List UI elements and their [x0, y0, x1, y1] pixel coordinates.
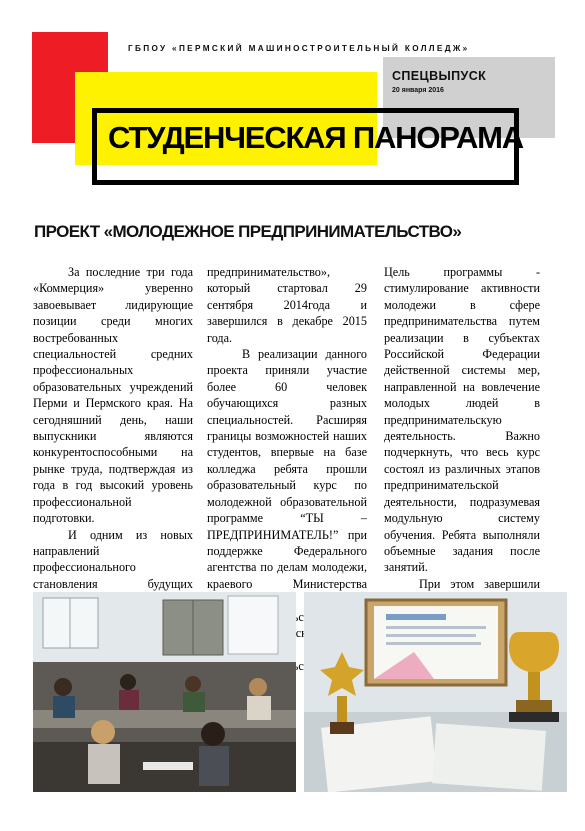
newspaper-title: СТУДЕНЧЕСКАЯ ПАНОРАМА — [108, 120, 523, 155]
paragraph: предпринимательство», который стартовал 29 сентября 2014года и завершился в декабре 2015 года. — [207, 265, 367, 345]
awards-photo — [304, 592, 567, 792]
awards-illustration — [304, 592, 567, 792]
paragraph: В реализации данного проекта приняли участие более 60 человек обучающихся разных специальностей. Расширяя границы возможностей наших студентов, впервые на базе колледжа ребята прошли образовательный курс по молодежной образовательной программе “ТЫ – ПРЕДПРИНИМАТЕЛЬ!” при поддержке Федерального агентства по делам молодежи, краевого Министерства — [207, 347, 367, 591]
paragraph: Цель программы - стимулирование активности молодежи в сфере предпринимательства путем реализации в субъектах Российской Федерации действенной системы мер, направленной на вовлечение молодых людей в предпринимательскую деятельность. Важно подчеркнуть, что весь курс состоял из различных этапов предпринимательской деятельности, подразумевая модульную систему обучения. Ребята выполняли объемные задания после занятий. — [384, 265, 540, 575]
paragraph: За последние три года «Коммерция» уверенно завоевывает лидирующие позиции среди многих востребованных специальностей средних профессиональных образовательных учреждений Перми и Пермского края. На сегодняшний день, наши выпускники являются конкурентоспособными на рынке труда, подтверждая из года в год высокий уровень профессиональной подготовки. — [33, 265, 193, 526]
special-issue-label: СПЕЦВЫПУСК — [392, 69, 487, 83]
article-column-3 — [384, 264, 540, 625]
classroom-photo — [33, 592, 296, 792]
paragraph: И одним из новых направлений профессионального становления будущих — [33, 527, 193, 591]
issue-date: 20 января 2016 — [392, 87, 444, 94]
article-headline: ПРОЕКТ «МОЛОДЕЖНОЕ ПРЕДПРИНИМАТЕЛЬСТВО» — [34, 222, 462, 241]
classroom-illustration — [33, 592, 296, 792]
paragraph: При этом завершили — [419, 576, 540, 591]
college-name: ГБПОУ «ПЕРМСКИЙ МАШИНОСТРОИТЕЛЬНЫЙ КОЛЛЕДЖ» — [128, 44, 470, 53]
